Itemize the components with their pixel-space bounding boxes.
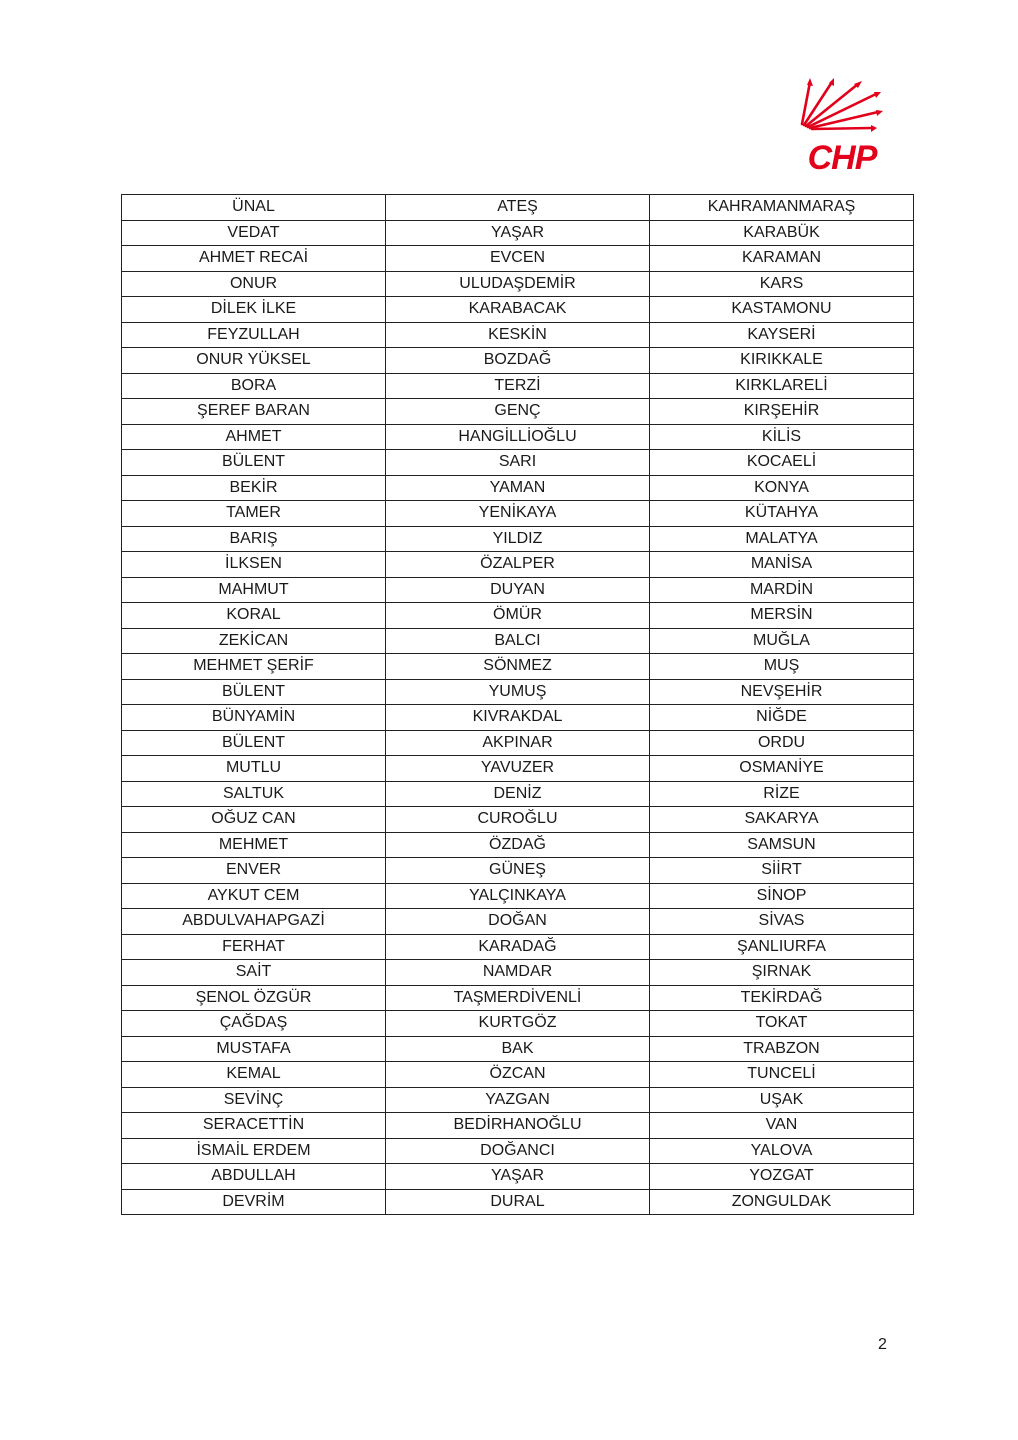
last-name-cell: KURTGÖZ [386, 1011, 650, 1037]
province-cell: KOCAELİ [650, 450, 914, 476]
table-row [122, 526, 914, 552]
last-name-cell: HANGİLLİOĞLU [386, 424, 650, 450]
first-name-cell: VEDAT [122, 220, 386, 246]
table-row [122, 1138, 914, 1164]
table-row [122, 322, 914, 348]
province-cell: SİNOP [650, 883, 914, 909]
first-name-cell: SALTUK [122, 781, 386, 807]
last-name-cell: BOZDAĞ [386, 348, 650, 374]
province-cell: KIRIKKALE [650, 348, 914, 374]
table-row [122, 1062, 914, 1088]
last-name-cell: ÖMÜR [386, 603, 650, 629]
first-name-cell: KEMAL [122, 1062, 386, 1088]
last-name-cell: DOĞANCI [386, 1138, 650, 1164]
last-name-cell: YAŞAR [386, 220, 650, 246]
table-row [122, 883, 914, 909]
province-cell: MUĞLA [650, 628, 914, 654]
last-name-cell: TAŞMERDİVENLİ [386, 985, 650, 1011]
table-row [122, 679, 914, 705]
table-row [122, 781, 914, 807]
first-name-cell: MEHMET [122, 832, 386, 858]
province-cell: SAKARYA [650, 807, 914, 833]
province-cell: MARDİN [650, 577, 914, 603]
last-name-cell: DOĞAN [386, 909, 650, 935]
province-cell: TRABZON [650, 1036, 914, 1062]
last-name-cell: EVCEN [386, 246, 650, 272]
first-name-cell: BÜLENT [122, 679, 386, 705]
province-cell: ŞANLIURFA [650, 934, 914, 960]
last-name-cell: KIVRAKDAL [386, 705, 650, 731]
roster-table [121, 194, 914, 1215]
chp-logo [796, 76, 888, 180]
first-name-cell: DEVRİM [122, 1189, 386, 1215]
table-row [122, 1087, 914, 1113]
first-name-cell: SERACETTİN [122, 1113, 386, 1139]
province-cell: KONYA [650, 475, 914, 501]
table-row [122, 832, 914, 858]
last-name-cell: YUMUŞ [386, 679, 650, 705]
last-name-cell: ATEŞ [386, 195, 650, 221]
province-cell: TOKAT [650, 1011, 914, 1037]
province-cell: RİZE [650, 781, 914, 807]
table-row [122, 1113, 914, 1139]
first-name-cell: AHMET [122, 424, 386, 450]
table-row [122, 501, 914, 527]
table-row [122, 960, 914, 986]
first-name-cell: ABDULLAH [122, 1164, 386, 1190]
first-name-cell: BÜLENT [122, 450, 386, 476]
last-name-cell: BEDİRHANOĞLU [386, 1113, 650, 1139]
table-row [122, 450, 914, 476]
table-row [122, 1189, 914, 1215]
last-name-cell: BAK [386, 1036, 650, 1062]
province-cell: KAYSERİ [650, 322, 914, 348]
province-cell: KİLİS [650, 424, 914, 450]
last-name-cell: KARABACAK [386, 297, 650, 323]
table-row [122, 756, 914, 782]
first-name-cell: BÜLENT [122, 730, 386, 756]
last-name-cell: NAMDAR [386, 960, 650, 986]
first-name-cell: ONUR [122, 271, 386, 297]
first-name-cell: AYKUT CEM [122, 883, 386, 909]
first-name-cell: MAHMUT [122, 577, 386, 603]
table-row [122, 654, 914, 680]
first-name-cell: BEKİR [122, 475, 386, 501]
first-name-cell: AHMET RECAİ [122, 246, 386, 272]
province-cell: KASTAMONU [650, 297, 914, 323]
province-cell: KÜTAHYA [650, 501, 914, 527]
first-name-cell: BARIŞ [122, 526, 386, 552]
first-name-cell: ŞEREF BARAN [122, 399, 386, 425]
province-cell: KARAMAN [650, 246, 914, 272]
table-row [122, 934, 914, 960]
province-cell: SİİRT [650, 858, 914, 884]
table-row [122, 705, 914, 731]
table-row [122, 909, 914, 935]
province-cell: MANİSA [650, 552, 914, 578]
province-cell: MERSİN [650, 603, 914, 629]
first-name-cell: ABDULVAHAPGAZİ [122, 909, 386, 935]
last-name-cell: TERZİ [386, 373, 650, 399]
province-cell: KIRKLARELİ [650, 373, 914, 399]
table-row [122, 424, 914, 450]
first-name-cell: MEHMET ŞERİF [122, 654, 386, 680]
province-cell: YOZGAT [650, 1164, 914, 1190]
province-cell: ORDU [650, 730, 914, 756]
table-row [122, 297, 914, 323]
province-cell: SİVAS [650, 909, 914, 935]
last-name-cell: DURAL [386, 1189, 650, 1215]
last-name-cell: SÖNMEZ [386, 654, 650, 680]
logo-text: CHP [807, 139, 877, 177]
province-cell: MUŞ [650, 654, 914, 680]
first-name-cell: SEVİNÇ [122, 1087, 386, 1113]
first-name-cell: ENVER [122, 858, 386, 884]
first-name-cell: MUTLU [122, 756, 386, 782]
table-row [122, 271, 914, 297]
table-row [122, 577, 914, 603]
province-cell: YALOVA [650, 1138, 914, 1164]
province-cell: TUNCELİ [650, 1062, 914, 1088]
first-name-cell: SAİT [122, 960, 386, 986]
first-name-cell: BORA [122, 373, 386, 399]
first-name-cell: İSMAİL ERDEM [122, 1138, 386, 1164]
first-name-cell: FEYZULLAH [122, 322, 386, 348]
province-cell: MALATYA [650, 526, 914, 552]
last-name-cell: ÖZCAN [386, 1062, 650, 1088]
last-name-cell: GENÇ [386, 399, 650, 425]
first-name-cell: DİLEK İLKE [122, 297, 386, 323]
first-name-cell: TAMER [122, 501, 386, 527]
first-name-cell: İLKSEN [122, 552, 386, 578]
table-row [122, 628, 914, 654]
province-cell: KARABÜK [650, 220, 914, 246]
last-name-cell: KESKİN [386, 322, 650, 348]
last-name-cell: AKPINAR [386, 730, 650, 756]
table-row [122, 475, 914, 501]
last-name-cell: ÖZALPER [386, 552, 650, 578]
province-cell: KIRŞEHİR [650, 399, 914, 425]
last-name-cell: YAZGAN [386, 1087, 650, 1113]
first-name-cell: ONUR YÜKSEL [122, 348, 386, 374]
table-row [122, 807, 914, 833]
last-name-cell: BALCI [386, 628, 650, 654]
first-name-cell: ÜNAL [122, 195, 386, 221]
first-name-cell: ÇAĞDAŞ [122, 1011, 386, 1037]
roster-table-body [122, 195, 914, 1215]
last-name-cell: YAVUZER [386, 756, 650, 782]
table-row [122, 985, 914, 1011]
province-cell: TEKİRDAĞ [650, 985, 914, 1011]
last-name-cell: DENİZ [386, 781, 650, 807]
table-row [122, 195, 914, 221]
last-name-cell: GÜNEŞ [386, 858, 650, 884]
first-name-cell: KORAL [122, 603, 386, 629]
last-name-cell: YENİKAYA [386, 501, 650, 527]
first-name-cell: ŞENOL ÖZGÜR [122, 985, 386, 1011]
last-name-cell: KARADAĞ [386, 934, 650, 960]
six-arrows-icon [796, 76, 888, 140]
last-name-cell: YILDIZ [386, 526, 650, 552]
province-cell: UŞAK [650, 1087, 914, 1113]
last-name-cell: SARI [386, 450, 650, 476]
table-row [122, 246, 914, 272]
province-cell: ŞIRNAK [650, 960, 914, 986]
last-name-cell: ULUDAŞDEMİR [386, 271, 650, 297]
last-name-cell: DUYAN [386, 577, 650, 603]
table-row [122, 603, 914, 629]
table-row [122, 858, 914, 884]
province-cell: VAN [650, 1113, 914, 1139]
last-name-cell: ÖZDAĞ [386, 832, 650, 858]
first-name-cell: OĞUZ CAN [122, 807, 386, 833]
table-row [122, 1164, 914, 1190]
table-row [122, 730, 914, 756]
province-cell: KAHRAMANMARAŞ [650, 195, 914, 221]
province-cell: ZONGULDAK [650, 1189, 914, 1215]
last-name-cell: YALÇINKAYA [386, 883, 650, 909]
table-row [122, 348, 914, 374]
first-name-cell: MUSTAFA [122, 1036, 386, 1062]
page-number: 2 [878, 1336, 887, 1353]
province-cell: OSMANİYE [650, 756, 914, 782]
last-name-cell: CUROĞLU [386, 807, 650, 833]
first-name-cell: BÜNYAMİN [122, 705, 386, 731]
table-row [122, 399, 914, 425]
province-cell: KARS [650, 271, 914, 297]
table-row [122, 1036, 914, 1062]
province-cell: NEVŞEHİR [650, 679, 914, 705]
first-name-cell: FERHAT [122, 934, 386, 960]
last-name-cell: YAMAN [386, 475, 650, 501]
table-row [122, 373, 914, 399]
first-name-cell: ZEKİCAN [122, 628, 386, 654]
province-cell: SAMSUN [650, 832, 914, 858]
table-row [122, 1011, 914, 1037]
table-row [122, 220, 914, 246]
province-cell: NİĞDE [650, 705, 914, 731]
last-name-cell: YAŞAR [386, 1164, 650, 1190]
table-row [122, 552, 914, 578]
